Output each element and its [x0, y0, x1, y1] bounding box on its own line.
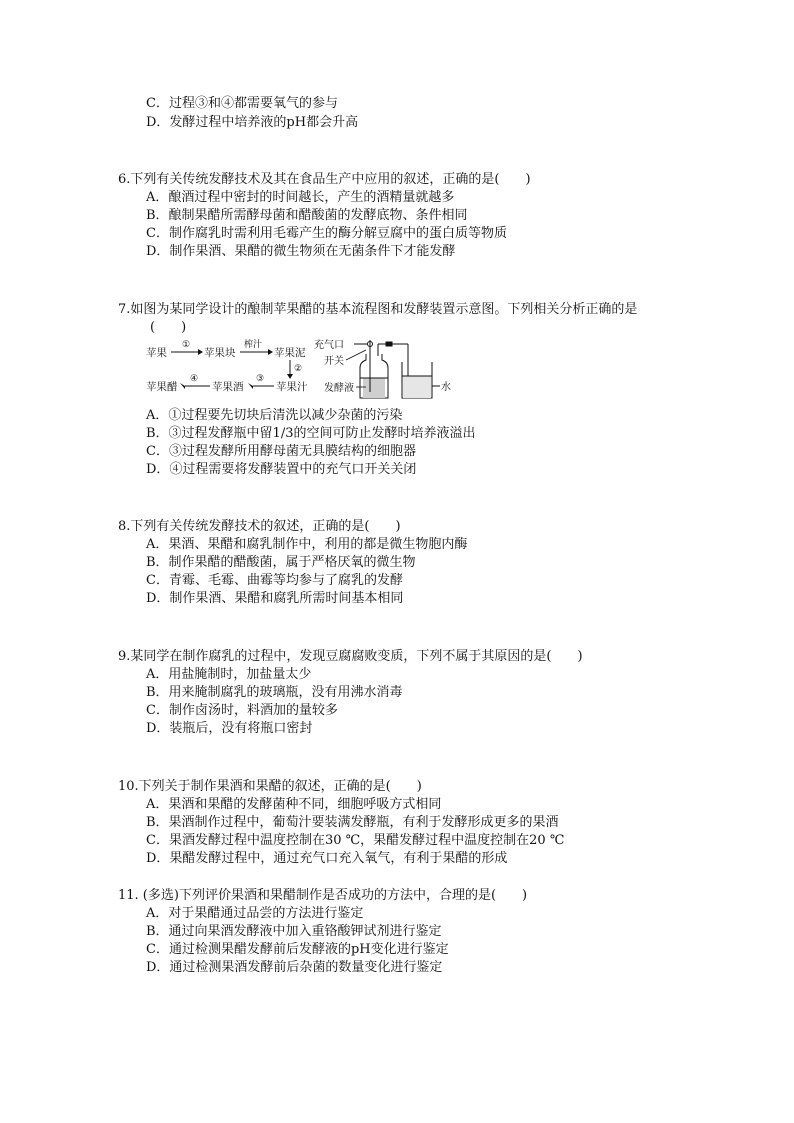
- q9-stem: 9.某同学在制作腐乳的过程中，发现豆腐腐败变质，下列不属于其原因的是( ): [118, 649, 583, 664]
- flow-apple-vinegar: 苹果醋: [146, 381, 178, 393]
- q7-stem-bracket: ( ): [150, 320, 187, 335]
- q10-option-c: C．果酒发酵过程中温度控制在30 ℃，果醋发酵过程中温度控制在20 ℃: [146, 833, 565, 848]
- q10-option-d: D．果醋发酵过程中，通过充气口充入氧气，有利于果醋的形成: [146, 851, 508, 866]
- q9-option-d: D．装瓶后，没有将瓶口密封: [146, 721, 313, 736]
- flow-step3: ③: [256, 374, 265, 384]
- q8-stem: 8.下列有关传统发酵技术的叙述，正确的是( ): [118, 519, 401, 534]
- q7-option-d: D．④过程需要将发酵装置中的充气口开关关闭: [146, 462, 417, 477]
- flow-step4: ④: [190, 374, 199, 384]
- q11-stem: 11. (多选)下列评价果酒和果醋制作是否成功的方法中，合理的是( ): [118, 888, 528, 903]
- q6-option-d: D．制作果酒、果醋的微生物须在无菌条件下才能发酵: [146, 244, 456, 259]
- q9-option-c: C．制作卤汤时，料酒加的量较多: [146, 703, 338, 718]
- q7-stem: 7.如图为某同学设计的酿制苹果醋的基本流程图和发酵装置示意图。下列相关分析正确的是: [118, 302, 638, 317]
- flow-chart: [146, 338, 308, 393]
- device-switch-label: 开关: [324, 356, 344, 367]
- q8-option-c: C．青霉、毛霉、曲霉等均参与了腐乳的发酵: [146, 573, 403, 588]
- device-inlet-label: 充气口: [314, 340, 344, 351]
- flow-squeeze: 榨汁: [244, 340, 263, 350]
- flow-apple-puree: 苹果泥: [274, 347, 306, 359]
- q7-option-b: B．③过程发酵瓶中留1/3的空间可防止发酵时培养液溢出: [146, 426, 476, 441]
- flow-step1: ①: [182, 340, 191, 350]
- q8-option-d: D．制作果酒、果醋和腐乳所需时间基本相同: [146, 591, 404, 606]
- flow-apple-juice: 苹果汁: [276, 381, 308, 393]
- q10-option-a: A．果酒和果醋的发酵菌种不同，细胞呼吸方式相同: [146, 797, 442, 812]
- q11-option-d: D．通过检测果酒发酵前后杂菌的数量变化进行鉴定: [146, 960, 443, 975]
- device-water-label: 水: [441, 382, 451, 393]
- q6-option-b: B．酿制果醋所需酵母菌和醋酸菌的发酵底物、条件相同: [146, 208, 468, 223]
- flow-apple-wine: 苹果酒: [212, 381, 244, 393]
- q11-option-b: B．通过向果酒发酵液中加入重铬酸钾试剂进行鉴定: [146, 924, 442, 939]
- q6-option-c: C．制作腐乳时需利用毛霉产生的酶分解豆腐中的蛋白质等物质: [146, 226, 507, 241]
- q11-option-c: C．通过检测果醋发酵前后发酵液的pH变化进行鉴定: [146, 942, 449, 957]
- flow-step2: ②: [294, 364, 303, 374]
- q10-option-b: B．果酒制作过程中，葡萄汁要装满发酵瓶，有利于发酵形成更多的果酒: [146, 815, 559, 830]
- q7-figure: [144, 336, 464, 400]
- q9-option-a: A．用盐腌制时，加盐量太少: [146, 667, 312, 682]
- q10-stem: 10.下列关于制作果酒和果醋的叙述，正确的是( ): [118, 779, 422, 794]
- q5-option-c: C．过程③和④都需要氧气的参与: [146, 96, 338, 111]
- q8-option-a: A．果酒、果醋和腐乳制作中，利用的都是微生物胞内酶: [146, 537, 468, 552]
- q6-option-a: A．酿酒过程中密封的时间越长，产生的酒精量就越多: [146, 190, 455, 205]
- q8-option-b: B．制作果醋的醋酸菌，属于严格厌氧的微生物: [146, 555, 416, 570]
- q7-option-a: A．①过程要先切块后清洗以减少杂菌的污染: [146, 408, 403, 423]
- q7-option-c: C．③过程发酵所用酵母菌无具膜结构的细胞器: [146, 444, 416, 459]
- fermentation-device: [354, 340, 440, 398]
- flow-apple: 苹果: [146, 347, 167, 359]
- q11-option-a: A．对于果醋通过品尝的方法进行鉴定: [146, 906, 364, 921]
- flow-apple-pieces: 苹果块: [204, 347, 236, 359]
- q6-stem: 6.下列有关传统发酵技术及其在食品生产中应用的叙述，正确的是( ): [118, 172, 531, 187]
- q5-option-d: D．发酵过程中培养液的pH都会升高: [146, 115, 359, 130]
- q9-option-b: B．用来腌制腐乳的玻璃瓶，没有用沸水消毒: [146, 685, 403, 700]
- device-liquid-label: 发酵液: [324, 383, 354, 394]
